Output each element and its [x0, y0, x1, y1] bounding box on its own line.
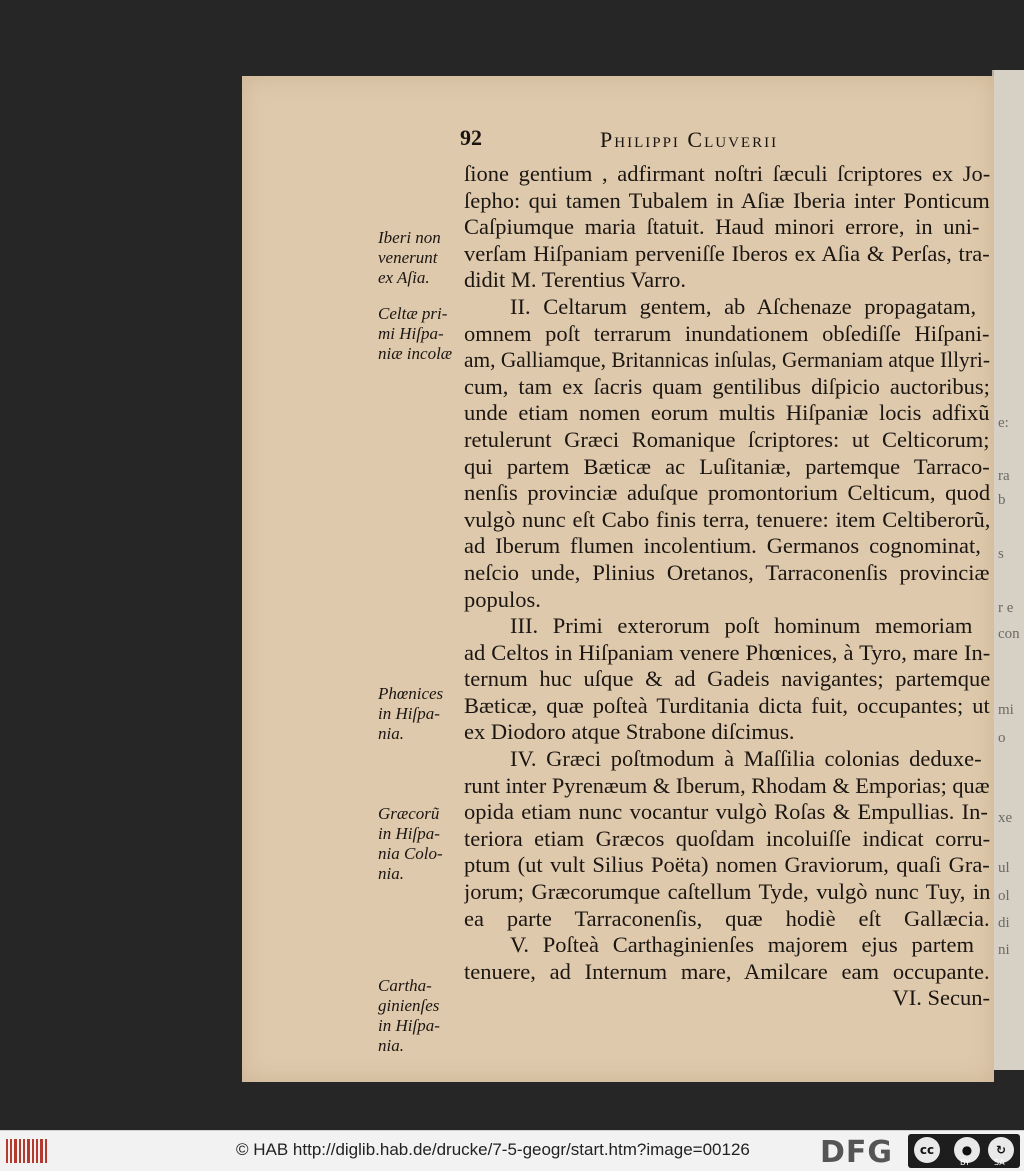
margin-note-line: nia.: [378, 1036, 404, 1055]
license-by-label: BY: [960, 1158, 970, 1167]
cc-icon: cc: [914, 1137, 940, 1163]
next-page-fragment: ul: [998, 860, 1010, 876]
text-line: ad Iberum flumen incolentium. Germanos cognominat,: [464, 533, 981, 559]
page-number: 92: [460, 125, 482, 150]
text-line: am, Galliamque, Britannicas inſulas, Germaniam atque Illyri-: [464, 347, 990, 373]
source-citation[interactable]: © HAB http://diglib.hab.de/drucke/7-5-geogr/start.htm?image=00126: [236, 1140, 750, 1159]
running-title: Philippi Cluverii: [600, 127, 779, 152]
text-line: didit M. Terentius Varro.: [464, 267, 686, 293]
library-barcode-icon: [6, 1139, 47, 1163]
viewer-footer: [0, 1130, 1024, 1171]
next-page-fragment: mi: [998, 702, 1014, 718]
main-text: [464, 161, 990, 1012]
margin-note-line: Celtæ pri-: [378, 304, 448, 323]
text-line: qui partem Bæticæ ac Luſitaniæ, partemque Tarraco-: [464, 453, 990, 479]
next-page-fragment: ra: [998, 468, 1010, 484]
share-alike-icon: ↻: [988, 1137, 1014, 1163]
text-line: verſam Hiſpaniam perveniſſe Iberos ex Aſia & Perſas, tra-: [464, 240, 990, 266]
license-sa-label: SA: [994, 1158, 1005, 1167]
next-page-fragment: xe: [998, 810, 1013, 826]
margin-note-line: in Hiſpa-: [378, 1016, 440, 1035]
text-line: runt inter Pyrenæum & Iberum, Rhodam & Emporias; quæ: [464, 772, 990, 798]
next-page-fragment: ol: [998, 888, 1010, 904]
text-line: neſcio unde, Plinius Oretanos, Tarraconenſis provinciæ: [464, 559, 990, 585]
margin-note-line: Cartha-: [378, 976, 432, 995]
next-page-fragment: r e: [998, 600, 1014, 616]
margin-note: [378, 976, 470, 1056]
text-line: teriora etiam Græcos quoſdam incoluiſſe indicat corru-: [464, 825, 990, 851]
text-line: cum, tam ex ſacris quam gentilibus diſpicio auctoribus;: [464, 373, 990, 399]
next-page-fragment: e:: [998, 415, 1009, 431]
text-line: tenuere, ad Internum mare, Amilcare eam occupante.: [464, 958, 990, 984]
next-page-fragment: s: [998, 546, 1004, 562]
text-line: unde etiam nomen eorum multis Hiſpaniæ locis adfixũ: [464, 400, 990, 426]
text-line: ea parte Tarraconenſis, quæ hodiè eſt Gallæcia.: [464, 905, 990, 931]
text-line: retulerunt Græci Romanique ſcriptores: ut Celticorum;: [464, 426, 990, 452]
margin-note-line: mi Hiſpa-: [378, 324, 444, 343]
text-line: ad Celtos in Hiſpaniam venere Phœnices, à Tyro, mare In-: [464, 639, 990, 665]
margin-note-line: nia.: [378, 864, 404, 883]
text-line: IV. Græci poſtmodum à Maſſilia colonias deduxe-: [510, 746, 982, 772]
page-header: [460, 125, 1020, 155]
margin-note: [378, 804, 470, 884]
text-line: V. Poſteà Carthaginienſes majorem ejus partem: [510, 932, 974, 958]
next-page-edge: [992, 70, 1024, 1070]
text-line: omnem poſt terrarum inundationem obſediſſe Hiſpani-: [464, 320, 990, 346]
text-line: ptum (ut vult Silius Poëta) nomen Graviorum, quaſi Gra-: [464, 852, 990, 878]
margin-note: [378, 304, 470, 364]
text-line: vulgò nunc eſt Cabo finis terra, tenuere: item Celtiberorũ,: [464, 506, 990, 532]
margin-note: [378, 228, 470, 288]
next-page-fragment: con: [998, 626, 1020, 642]
margin-note-line: Phœnices: [378, 684, 444, 703]
dfg-logo: DFG: [820, 1135, 894, 1170]
margin-note-line: in Hiſpa-: [378, 704, 440, 723]
text-line: II. Celtarum gentem, ab Aſchenaze propagatam,: [510, 293, 977, 319]
margin-note-line: nia Colo-: [378, 844, 443, 863]
attribution-person-icon: ●: [954, 1137, 980, 1163]
next-page-fragment: ni: [998, 942, 1010, 958]
text-line: ternum huc uſque & ad Gadeis navigantes; partemque: [464, 666, 990, 692]
text-line: III. Primi exterorum poſt hominum memoriam: [510, 613, 973, 639]
text-line: Caſpiumque maria ſtatuit. Haud minori errore, in uni-: [464, 214, 980, 240]
text-line: Bæticæ, quæ poſteà Turditania dicta fuit, occupantes; ut: [464, 692, 990, 718]
margin-note: [378, 684, 470, 744]
margin-note-line: ex Aſia.: [378, 268, 430, 287]
text-line: nenſis provinciæ aduſque promontorium Celticum, quod: [464, 480, 990, 506]
margin-note-line: niæ incolæ: [378, 344, 453, 363]
margin-note-line: venerunt: [378, 248, 438, 267]
text-line: ſepho: qui tamen Tubalem in Aſiæ Iberia inter Ponticum: [464, 187, 990, 213]
margin-note-line: ginienſes: [378, 996, 440, 1015]
margin-note-line: in Hiſpa-: [378, 824, 440, 843]
margin-note-line: Iberi non: [378, 228, 441, 247]
text-line: populos.: [464, 586, 541, 612]
text-line: ex Diodoro atque Strabone diſcimus.: [464, 719, 795, 745]
next-page-fragment: di: [998, 915, 1010, 931]
next-page-fragment: o: [998, 730, 1006, 746]
next-page-fragment: b: [998, 492, 1006, 508]
margin-note-line: nia.: [378, 724, 404, 743]
margin-note-line: Græcorũ: [378, 804, 440, 823]
text-line: ſione gentium , adfirmant noſtri ſæculi ſcriptores ex Jo-: [464, 161, 990, 186]
text-line: jorum; Græcorumque caſtellum Tyde, vulgò nunc Tuy, in: [464, 879, 990, 905]
book-page: [242, 76, 994, 1082]
text-line: opida etiam nunc vocantur vulgò Roſas & Empullias. In-: [464, 799, 988, 825]
catchword: VI. Secun-: [892, 985, 990, 1011]
creative-commons-license-badge[interactable]: [908, 1134, 1020, 1168]
